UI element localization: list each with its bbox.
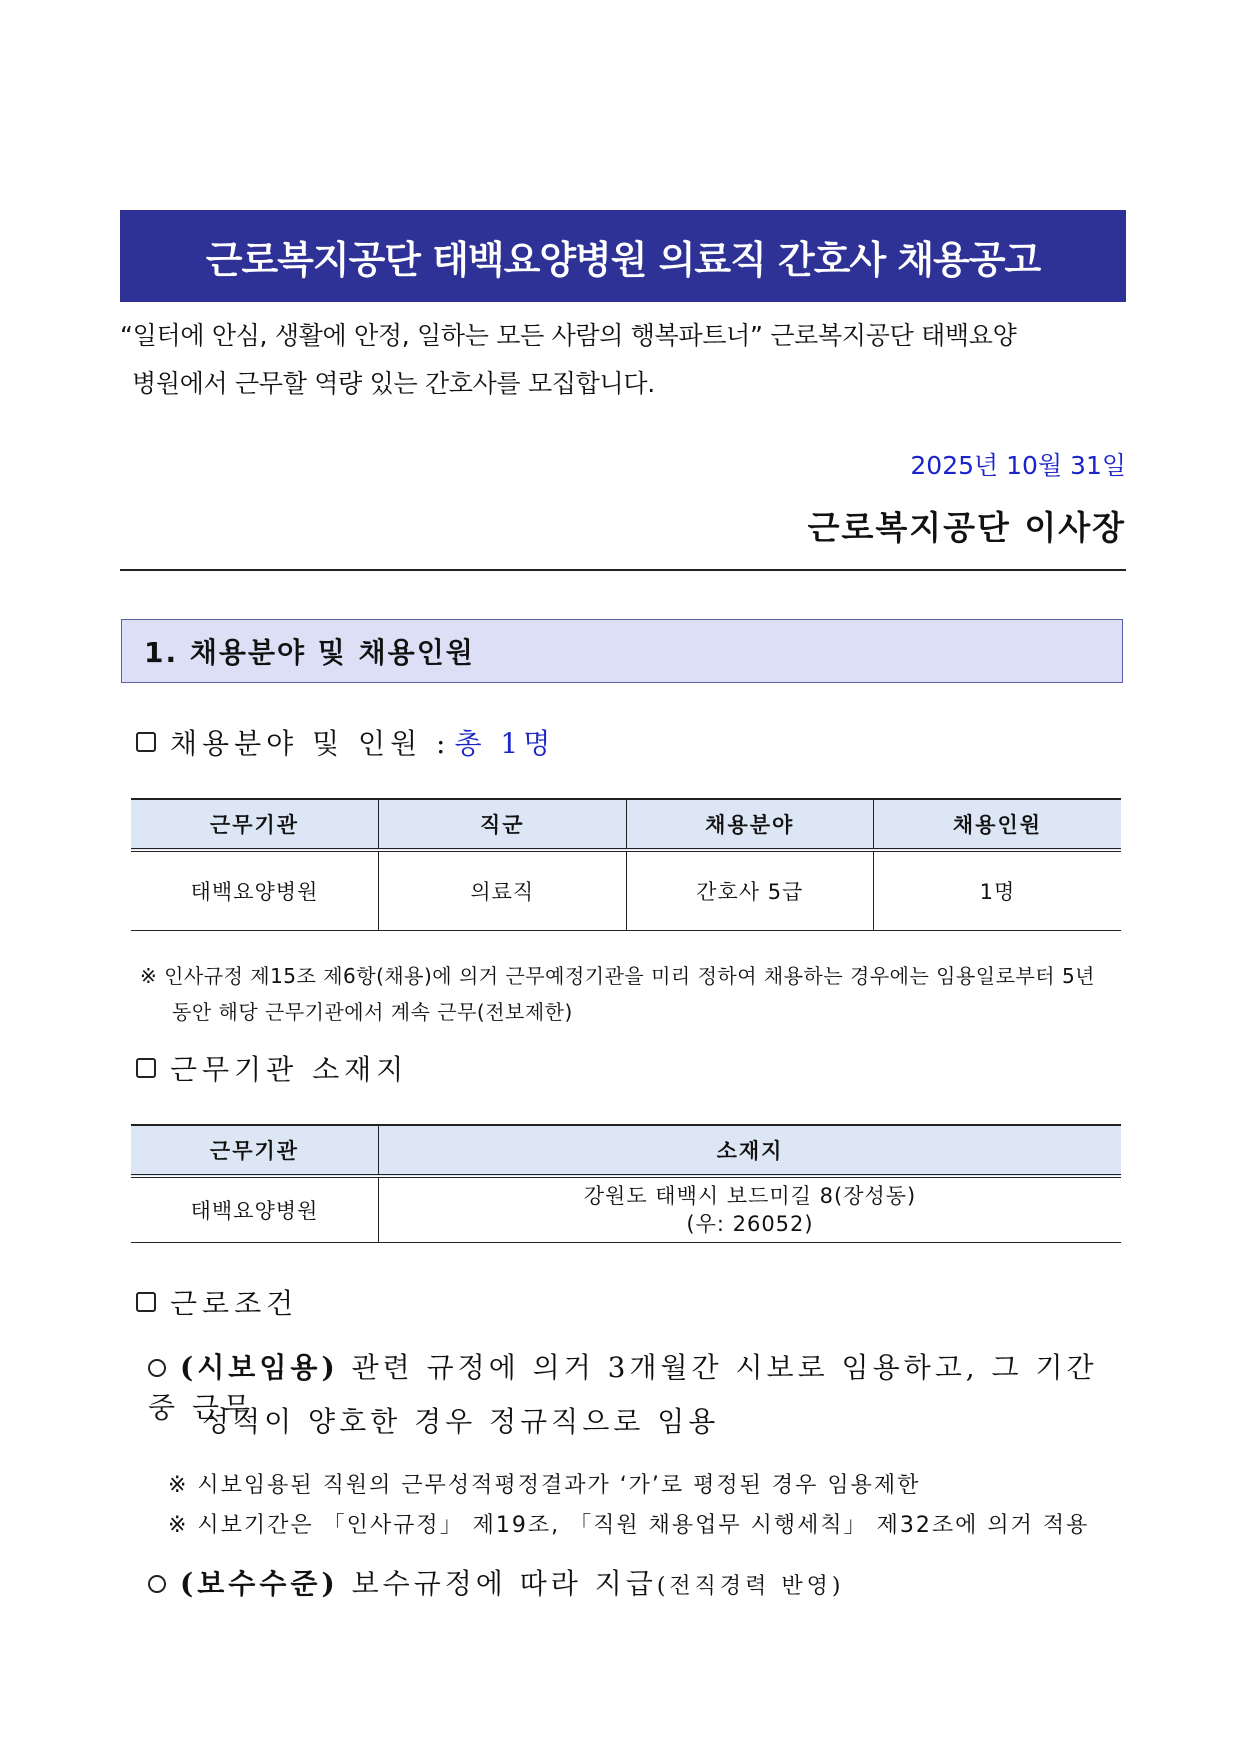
checkbox-square-icon [136, 1292, 156, 1312]
circle-bullet-icon [148, 1575, 166, 1593]
announcement-date: 2025년 10월 31일 [910, 451, 1126, 480]
table-row [131, 850, 1121, 930]
address-text: 강원도 태백시 보드미길 8(장성동) [583, 1183, 917, 1208]
salary-tag: (보수수준) [180, 1567, 339, 1600]
divider [120, 569, 1126, 571]
col-header-job-group: 직군 [379, 799, 627, 850]
col-header-address: 소재지 [379, 1125, 1122, 1176]
cell-institution: 태백요양병원 [131, 850, 379, 930]
recruit-total: 총 1명 [454, 727, 556, 760]
circle-bullet-icon [148, 1359, 166, 1377]
probation-note-2: ※ 시보기간은 「인사규정」 제19조, 「직원 채용업무 시행세칙」 제32조에 의거 적용 [168, 1513, 1090, 1538]
location-table [131, 1124, 1121, 1243]
probation-note-1: ※ 시보임용된 직원의 근무성적평정결과가 ‘가’로 평정된 경우 임용제한 [168, 1473, 921, 1498]
salary-paren: (전직경력 반영) [656, 1574, 845, 1599]
page-title: 근로복지공단 태백요양병원 의료직 간호사 채용공고 [120, 210, 1126, 302]
conditions-label: 근로조건 [170, 1287, 299, 1320]
salary-text: 보수규정에 따라 지급 [338, 1567, 657, 1600]
recruit-note-line-1: ※ 인사규정 제15조 제6항(채용)에 의거 근무예정기관을 미리 정하여 채용하는 경우에는 임용일로부터 5년 [140, 964, 1095, 988]
intro-line-2: 병원에서 근무할 역량 있는 간호사를 모집합니다. [132, 369, 655, 398]
location-label: 근무기관 소재지 [170, 1053, 409, 1086]
location-subheading [136, 1048, 408, 1088]
col-header-field: 채용분야 [626, 799, 874, 850]
probation-text-1: 관련 규정에 의거 3개월간 시보로 임용하고, 그 기간 중 근무 [148, 1351, 1098, 1424]
col-header-headcount: 채용인원 [874, 799, 1122, 850]
cell-institution: 태백요양병원 [131, 1176, 379, 1242]
checkbox-square-icon [136, 732, 156, 752]
recruit-label: 채용분야 및 인원 : [170, 727, 451, 760]
cell-job-group: 의료직 [379, 850, 627, 930]
recruit-note [140, 958, 1120, 1030]
conditions-subheading [136, 1282, 298, 1322]
salary-item [148, 1562, 1128, 1602]
intro-line-1: “일터에 안심, 생활에 안정, 일하는 모든 사람의 행복파트너” 근로복지공단 태백요양 [120, 321, 1017, 350]
section-1-header: 1. 채용분야 및 채용인원 [121, 619, 1123, 683]
recruit-table [131, 798, 1121, 931]
col-header-institution: 근무기관 [131, 799, 379, 850]
checkbox-square-icon [136, 1058, 156, 1078]
cell-headcount: 1명 [874, 850, 1122, 930]
table-row [131, 1176, 1121, 1242]
probation-tag: (시보임용) [180, 1351, 339, 1384]
cell-field: 간호사 5급 [626, 850, 874, 930]
signer: 근로복지공단 이사장 [807, 508, 1126, 547]
table-header-row [131, 1125, 1121, 1176]
cell-address [379, 1176, 1122, 1242]
postcode-text: (우: 26052) [686, 1211, 814, 1236]
intro-paragraph [120, 312, 1126, 408]
col-header-institution: 근무기관 [131, 1125, 379, 1176]
table-header-row [131, 799, 1121, 850]
recruit-subheading [136, 722, 555, 762]
probation-text-2: 성적이 양호한 경우 정규직으로 임용 [202, 1405, 720, 1438]
recruit-note-line-2: 동안 해당 근무기관에서 계속 근무(전보제한) [172, 1000, 573, 1024]
